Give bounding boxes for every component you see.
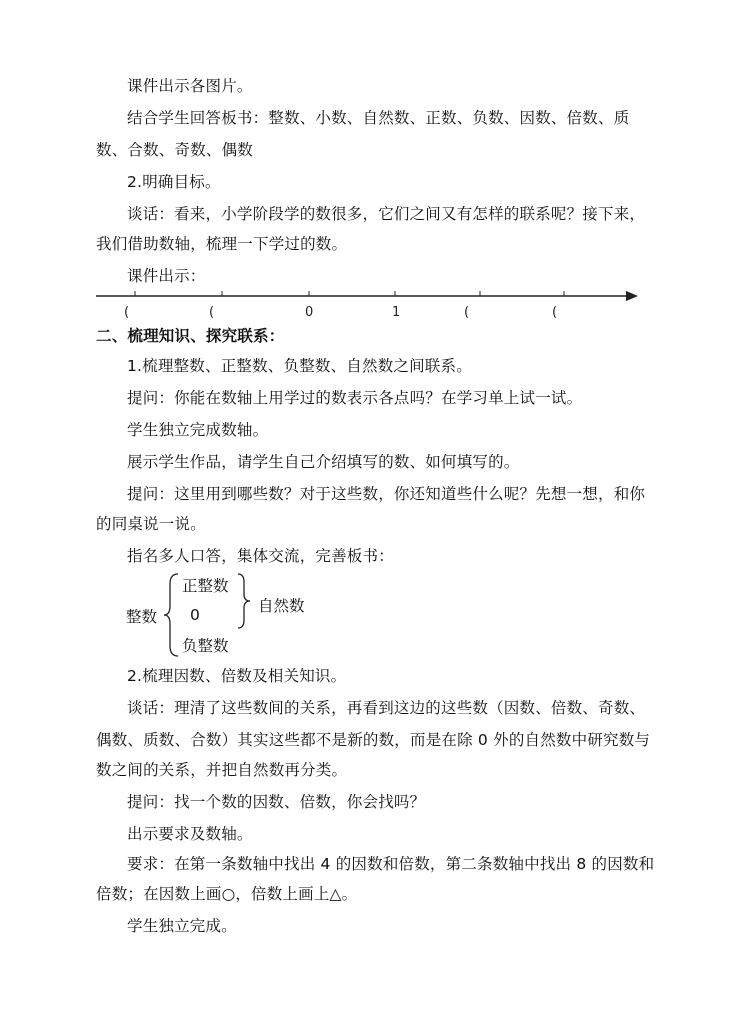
axis-label: ( [124, 305, 130, 320]
text-line: 课件出示： [127, 267, 206, 285]
text-line: 的同桌说一说。 [96, 515, 206, 533]
text-line: 2.明确目标。 [127, 173, 221, 191]
text-line: 学生独立完成数轴。 [127, 421, 269, 439]
tree-child: 负整数 [182, 637, 229, 655]
text-line: 课件出示各图片。 [127, 77, 253, 95]
number-line [90, 282, 650, 322]
text-line: 要求：在第一条数轴中找出 4 的因数和倍数，第二条数轴中找出 8 的因数和 [127, 855, 655, 873]
axis-label: 0 [305, 305, 314, 320]
tree-child: 0 [190, 606, 200, 624]
text-line: 倍数；在因数上画○，倍数上画上△。 [96, 885, 358, 903]
text-line: 提问：这里用到哪些数？对于这些数，你还知道些什么呢？先想一想，和你 [127, 485, 646, 503]
text-line: 数、合数、奇数、偶数 [96, 141, 254, 159]
text-line: 出示要求及数轴。 [127, 825, 253, 843]
text-line: 指名多人口答，集体交流，完善板书： [127, 547, 394, 565]
integer-classification-diagram [124, 570, 364, 660]
tree-root: 整数 [126, 608, 158, 626]
axis-arrow [626, 291, 638, 301]
right-brace [236, 572, 252, 630]
text-line: 我们借助数轴，梳理一下学过的数。 [96, 235, 348, 253]
text-line: 提问：找一个数的因数、倍数，你会找吗？ [127, 793, 426, 811]
text-line: 提问：你能在数轴上用学过的数表示各点吗？在学习单上试一试。 [127, 389, 583, 407]
text-line: 2.梳理因数、倍数及相关知识。 [127, 667, 347, 685]
left-brace [162, 572, 182, 658]
text-line: 偶数、质数、合数）其实这些都不是新的数，而是在除 0 外的自然数中研究数与 [96, 731, 651, 749]
section-heading: 二、梳理知识、探究联系： [96, 327, 285, 345]
text-line: 展示学生作品，请学生自己介绍填写的数、如何填写的。 [127, 453, 520, 471]
text-line: 谈话：理清了这些数间的关系，再看到这边的这些数（因数、倍数、奇数、 [127, 699, 646, 717]
axis-label: 1 [392, 305, 401, 320]
axis-label: ( [209, 305, 215, 320]
axis-label: ( [464, 305, 470, 320]
text-line: 数之间的关系，并把自然数再分类。 [96, 761, 348, 779]
text-line: 学生独立完成。 [127, 917, 237, 935]
text-line: 谈话：看来，小学阶段学的数很多，它们之间又有怎样的联系呢？接下来， [127, 205, 646, 223]
text-line: 1.梳理整数、正整数、负整数、自然数之间联系。 [127, 357, 472, 375]
axis-label: ( [552, 305, 558, 320]
tree-child: 正整数 [182, 577, 229, 595]
tree-group: 自然数 [258, 597, 305, 615]
text-line: 结合学生回答板书：整数、小数、自然数、正数、负数、因数、倍数、质 [127, 109, 630, 127]
